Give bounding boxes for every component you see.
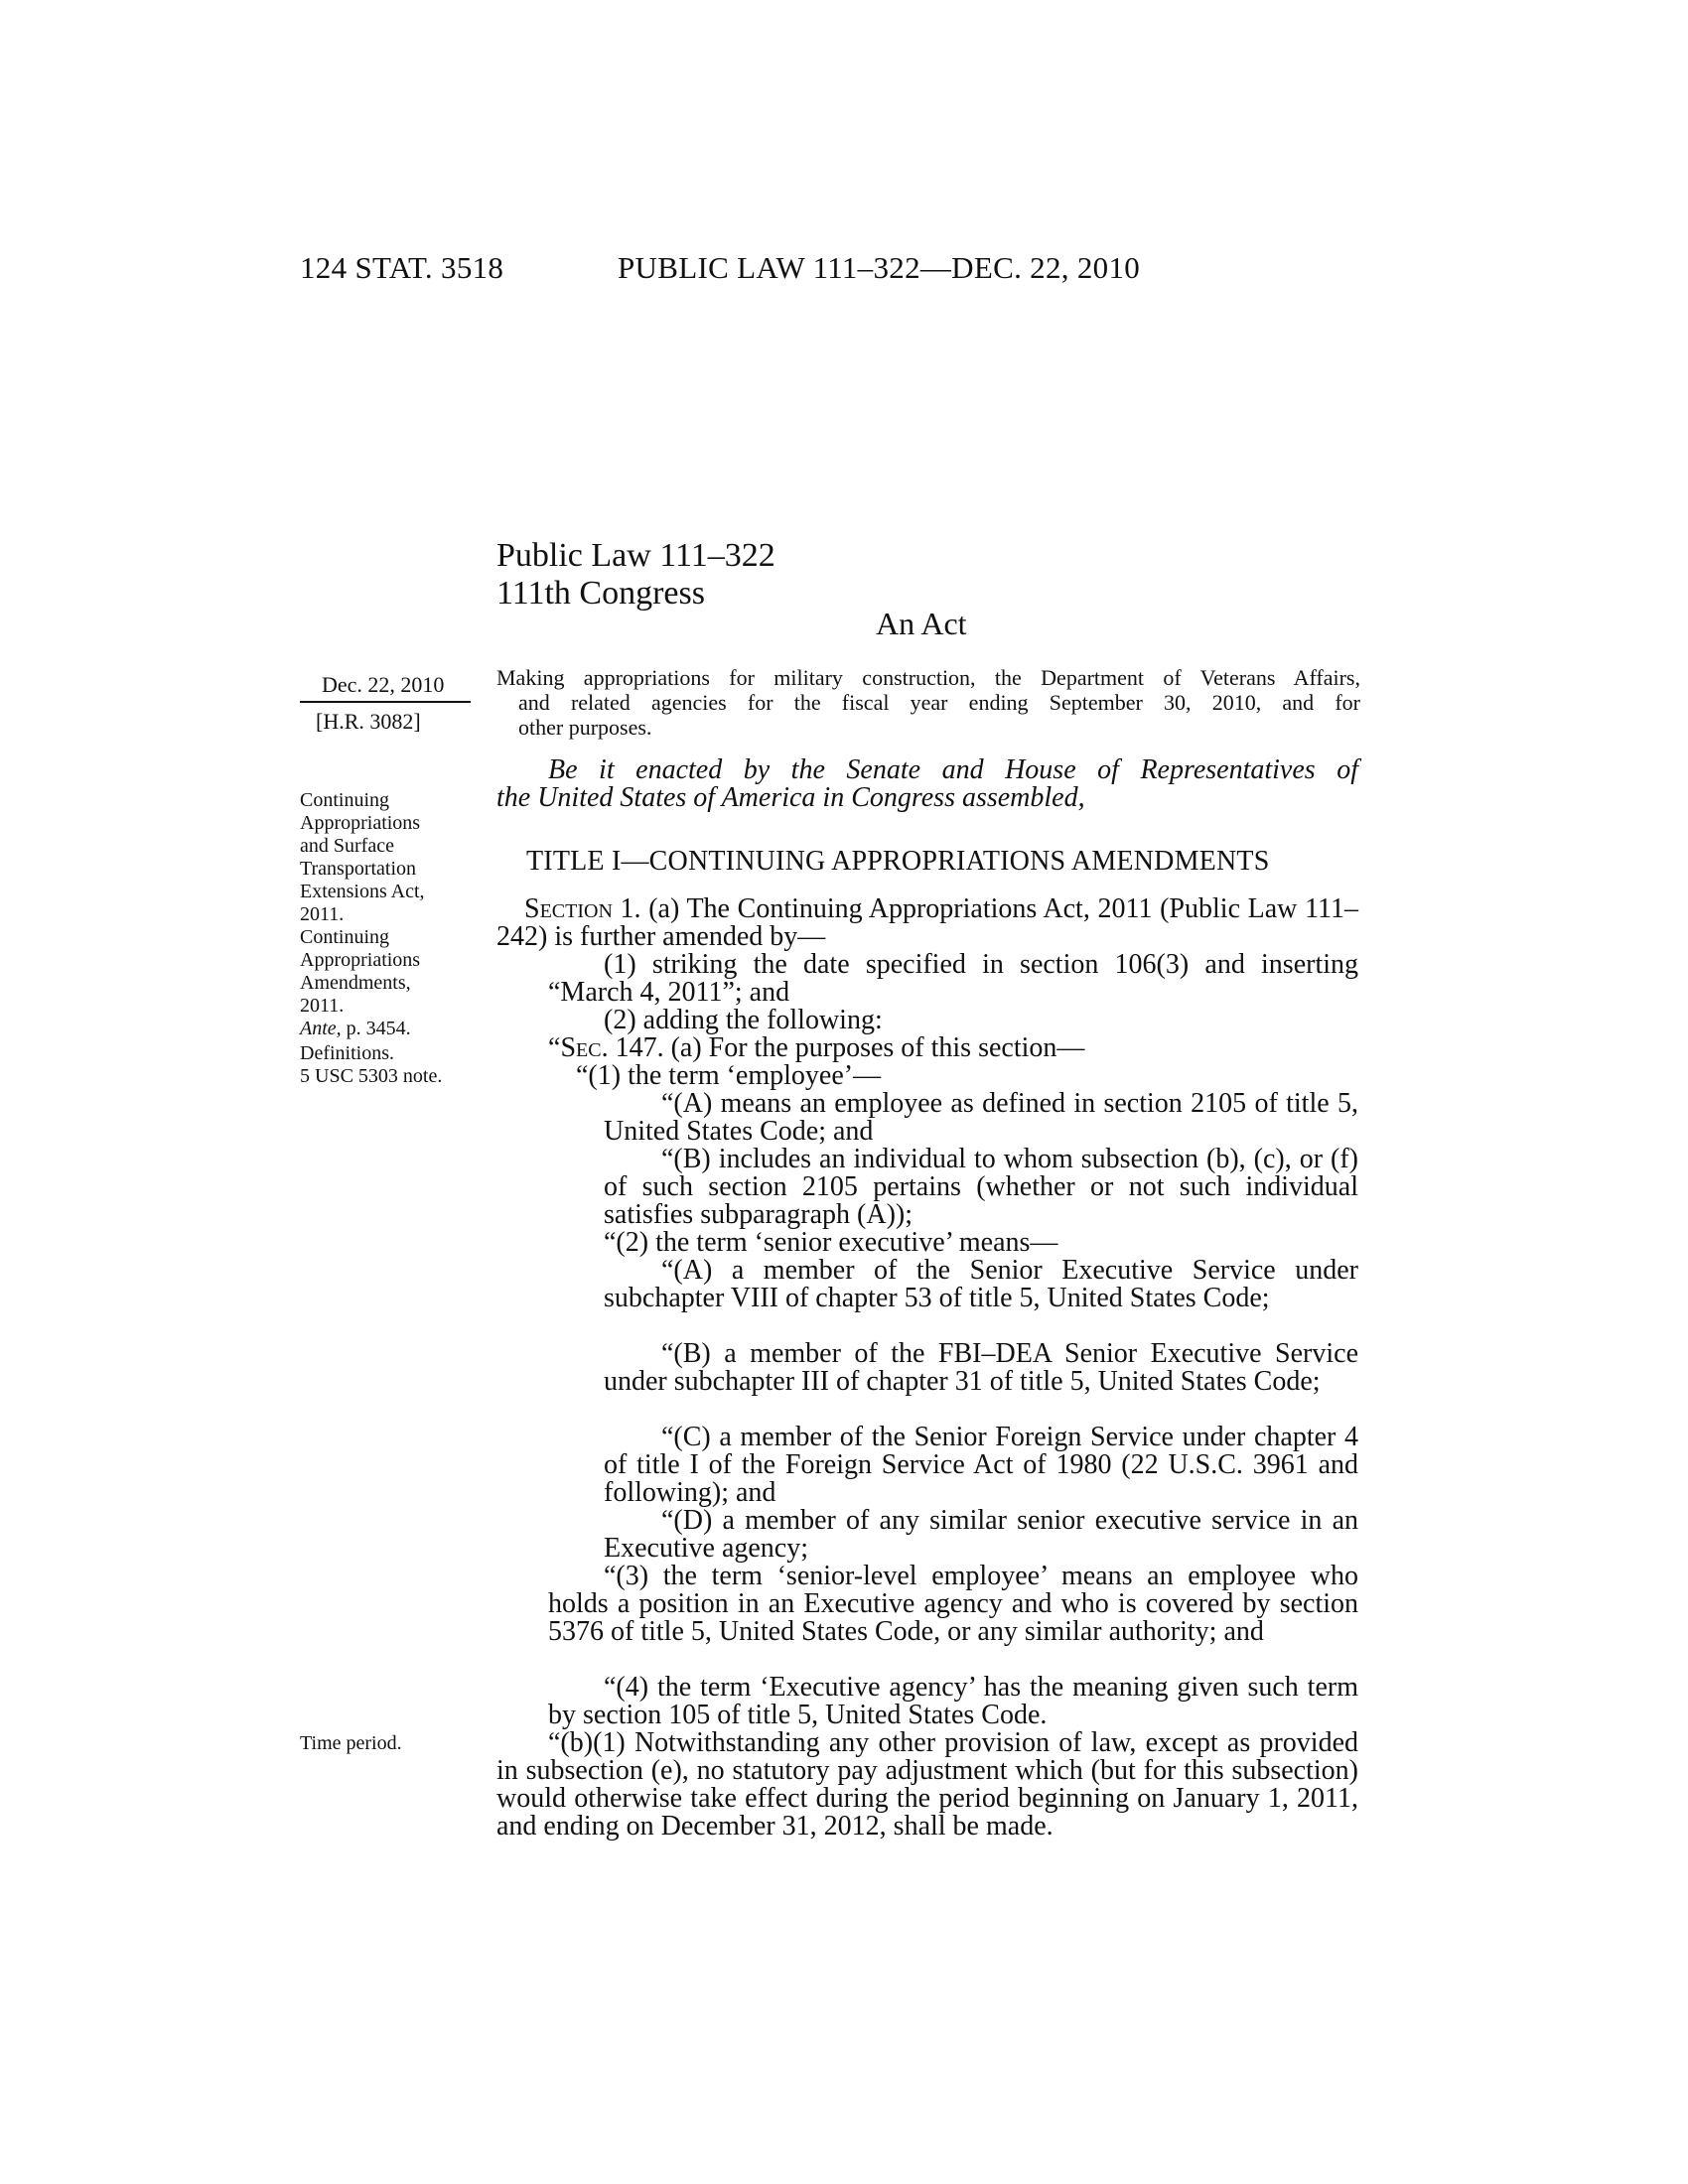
subsection-b1: “(b)(1) Notwithstanding any other provision of law, except as provided in subsection (e), no statutory pay adjustment which (but for this subsection) would otherwise take effect during the period beginning on January 1, 2011, and ending on December 31, 2012, shall be made. — [496, 1727, 1358, 1842]
congress-number: 111th Congress — [496, 575, 705, 612]
sidebar-note-line: Appropriations — [300, 812, 421, 834]
amendment-item-2: (2) adding the following: — [604, 1005, 883, 1035]
sidebar-note-line: Extensions Act, — [300, 881, 425, 902]
sidebar-notes — [300, 789, 442, 1088]
running-head-law: PUBLIC LAW 111–322—DEC. 22, 2010 — [618, 250, 1141, 285]
definition-2: “(2) the term ‘senior executive’ means— — [604, 1227, 1058, 1258]
definition-2d: “(D) a member of any similar senior executive service in an Executive agency; — [604, 1505, 1358, 1564]
act-purpose — [496, 665, 1360, 740]
section-text: (a) The Continuing Appropriations Act, 2011 (Public Law 111–242) is further amended by— — [496, 893, 1358, 952]
sidebar-note-line: Appropriations — [300, 949, 421, 971]
definition-1: “(1) the term ‘employee’— — [576, 1060, 882, 1091]
purpose-line: Making appropriations for military construction, the Department of Veterans Affairs, — [496, 665, 1360, 690]
sidebar-definitions: Definitions. — [300, 1042, 394, 1064]
sidebar-note-line: and Surface — [300, 835, 394, 857]
section-147-paragraph — [548, 1034, 1358, 1062]
definition-1a: “(A) means an employee as defined in section 2105 of title 5, United States Code; and — [604, 1088, 1358, 1147]
section-147-label: Sec. — [560, 1032, 609, 1063]
definition-2a: “(A) a member of the Senior Executive Service under subchapter VIII of chapter 53 of title 5, United States Code; — [604, 1255, 1358, 1313]
sidebar-date: Dec. 22, 2010 — [322, 672, 445, 697]
public-law-number: Public Law 111–322 — [496, 537, 775, 574]
definition-2b: “(B) a member of the FBI–DEA Senior Executive Service under subchapter III of chapter 31 of title 5, United States Code; — [604, 1338, 1358, 1397]
ante-page: p. 3454. — [341, 1018, 411, 1039]
definition-4: “(4) the term ‘Executive agency’ has the meaning given such term by section 105 of title 5, United States Code. — [548, 1672, 1358, 1730]
ante-label: Ante, — [300, 1018, 342, 1039]
section-1-paragraph — [496, 895, 1358, 951]
sidebar-note-line: 2011. — [300, 903, 345, 925]
definition-1b: “(B) includes an individual to whom subsection (b), (c), or (f) of such section 2105 pertains (whether or not such individual satisfies subparagraph (A)); — [604, 1144, 1358, 1230]
page-stat-number: 124 STAT. 3518 — [300, 250, 504, 285]
enacting-line: Be it enacted by the Senate and House of Representatives of — [548, 754, 1358, 785]
purpose-line: and related agencies for the fiscal year ending September 30, 2010, and for — [518, 690, 1360, 715]
sidebar-time-period: Time period. — [300, 1732, 402, 1754]
sidebar-ante-reference — [300, 1018, 442, 1040]
enacting-line: the United States of America in Congress assembled, — [496, 782, 1085, 813]
sidebar-note-line: Transportation — [300, 858, 417, 880]
purpose-line: other purposes. — [518, 715, 652, 740]
sidebar-rule — [300, 701, 471, 703]
an-act-heading: An Act — [876, 606, 967, 641]
enacting-clause — [496, 756, 1358, 812]
definition-2c: “(C) a member of the Senior Foreign Service under chapter 4 of title I of the Foreign Service Act of 1980 (22 U.S.C. 3961 and following); and — [604, 1422, 1358, 1508]
sidebar-usc-note: 5 USC 5303 note. — [300, 1065, 443, 1087]
sidebar-bill-number: [H.R. 3082] — [316, 709, 421, 734]
amendment-item-1: (1) striking the date specified in section 106(3) and inserting “March 4, 2011”; and — [548, 949, 1358, 1008]
sidebar-note-line: Continuing — [300, 926, 390, 948]
section-label: Section 1. — [524, 893, 641, 924]
definition-3: “(3) the term ‘senior-level employee’ means an employee who holds a position in an Executive agency and who is covered by section 5376 of title 5, United States Code, or any similar authority; and — [548, 1561, 1358, 1647]
sidebar-note-line: 2011. — [300, 995, 345, 1017]
sidebar-note-line: Continuing — [300, 789, 390, 811]
section-147-quote: “ — [548, 1032, 561, 1063]
section-147-text: 147. (a) For the purposes of this section— — [608, 1032, 1085, 1063]
sidebar-note-line: Amendments, — [300, 972, 411, 994]
title-heading: TITLE I—CONTINUING APPROPRIATIONS AMENDMENTS — [526, 846, 1270, 877]
